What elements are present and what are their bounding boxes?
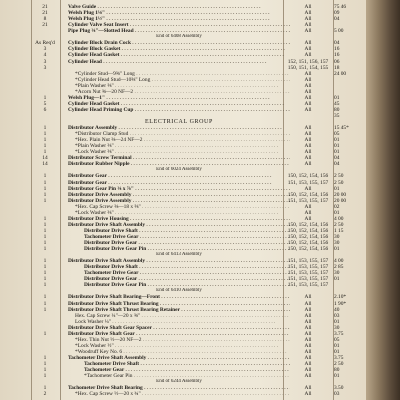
description-cell: Distributor Drive Shaft Thrust Bearing Retainer . . . bbox=[68, 307, 290, 313]
description-cell: Lock Washer ¼" . . . bbox=[75, 319, 290, 325]
quantity-cell: 1 bbox=[43, 137, 47, 144]
description-cell: Distributor Drive Assembly . . . bbox=[68, 192, 290, 198]
description-cell: Distributor Drive Gear Pin . . . bbox=[84, 246, 290, 252]
description-cell: Welsh Plug 1⅛" . . . bbox=[68, 10, 290, 16]
quantity-cell: 1 bbox=[43, 94, 47, 101]
price-cell: 1 90* bbox=[334, 300, 347, 307]
quantity-cell: 1 bbox=[43, 361, 47, 367]
used-on-cell: All bbox=[304, 385, 312, 392]
used-on-cell: All bbox=[304, 306, 312, 313]
used-on-cell: All bbox=[304, 52, 312, 59]
price-cell: 2 50 bbox=[334, 361, 344, 367]
price-cell: 2 50 bbox=[334, 173, 344, 180]
used-on-cell: 150, 152, 154, 156 bbox=[287, 221, 329, 228]
quantity-cell: 1 bbox=[43, 354, 47, 361]
price-cell: 04 bbox=[334, 155, 340, 162]
description-cell: Welsh Plug 1½" . . . bbox=[68, 16, 290, 22]
used-on-cell: 150, 152, 154, 156 bbox=[287, 246, 329, 253]
quantity-cell: 1 bbox=[43, 221, 47, 228]
used-on-cell: All bbox=[304, 10, 312, 17]
used-on-cell: All bbox=[304, 367, 312, 374]
used-on-cell: All bbox=[304, 70, 312, 77]
used-on-cell: All bbox=[304, 143, 312, 150]
description-cell: Cylinder Head Priming Cup . . . bbox=[68, 107, 290, 113]
price-cell: 16 bbox=[334, 46, 340, 53]
description-cell: End of 6413 Assembly bbox=[156, 252, 202, 258]
price-cell: 01 bbox=[334, 276, 340, 283]
description-cell: Hex. Cap Screw ¼"—20 x ⅝" . . . bbox=[75, 313, 290, 319]
used-on-cell: All bbox=[304, 82, 312, 89]
used-on-cell: All bbox=[304, 149, 312, 156]
price-cell: 01 bbox=[334, 143, 340, 150]
description-cell: Tachometer Gear . . . bbox=[84, 367, 290, 373]
used-on-cell: All bbox=[304, 28, 312, 35]
used-on-cell: All bbox=[304, 361, 312, 367]
description-cell: Valve Guide . . . bbox=[68, 4, 290, 10]
description-cell: *Plain Washer ⅜" . . . bbox=[75, 143, 290, 149]
price-cell: 20 00 bbox=[334, 191, 347, 198]
description-cell: *Lock Washer ⅜" . . . bbox=[75, 149, 290, 155]
price-cell: 04 bbox=[334, 16, 340, 23]
description-cell: *Lock Washer ½" . . . bbox=[75, 343, 290, 349]
description-cell: Distributor Drive Assembly . . . bbox=[68, 198, 290, 204]
quantity-cell: 6 bbox=[43, 106, 47, 113]
description-cell: Distributor Assembly . . . bbox=[68, 125, 290, 131]
used-on-cell: All bbox=[304, 185, 312, 192]
quantity-cell: 3 bbox=[43, 58, 47, 65]
description-cell: *Distributor Clamp Stud . . . bbox=[75, 131, 290, 137]
quantity-cell: 1 bbox=[43, 191, 47, 198]
description-cell: Distributor Drive Shaft Thrust Bearing . . . bbox=[68, 301, 290, 307]
description-cell: Distributor Drive Shaft . . . bbox=[84, 228, 290, 234]
description-cell: Distributor Gear Pin ⅛ x ⅞" . . . bbox=[68, 186, 290, 192]
description-cell: *Acorn Nut ⅝—20 NF—2 . . . bbox=[75, 89, 290, 95]
price-cell: 05 bbox=[334, 131, 340, 138]
quantity-cell: 1 bbox=[43, 131, 47, 138]
used-on-cell: 151, 153, 155, 157 bbox=[287, 179, 329, 186]
price-cell: 02 bbox=[334, 203, 340, 210]
description-cell: End of 6024 Assembly bbox=[156, 167, 202, 173]
description-cell: Cylinder Head Gasket . . . bbox=[68, 52, 290, 58]
quantity-cell: 1 bbox=[43, 233, 47, 240]
description-cell: Pipe Plug ⅛"—Slotted Head . . . bbox=[68, 28, 290, 34]
used-on-cell: 150, 152, 154, 156 bbox=[287, 233, 329, 240]
price-cell: 80 bbox=[334, 367, 340, 374]
price-cell: 30 bbox=[334, 270, 340, 277]
used-on-cell: All bbox=[304, 40, 312, 47]
description-cell: Distributor Screw Terminal . . . bbox=[68, 155, 290, 161]
description-cell: *Plain Washer ⅝" . . . bbox=[75, 83, 290, 89]
description-cell: Cylinder Valve Seat Insert . . . bbox=[68, 22, 290, 28]
description-cell: Distributor Drive Shaft Bearing—Front . . . bbox=[68, 294, 290, 300]
quantity-cell: As Req'd bbox=[35, 40, 55, 47]
used-on-cell: All bbox=[304, 312, 312, 319]
quantity-cell: 1 bbox=[43, 367, 47, 374]
used-on-cell: 150, 152, 154, 156 bbox=[287, 227, 329, 234]
quantity-cell: 1 bbox=[43, 143, 47, 150]
quantity-cell: 1 bbox=[43, 246, 47, 253]
description-cell: *Hex. Thin Nut ½—20 NF—2 . . . bbox=[75, 337, 290, 343]
price-cell: 04 bbox=[334, 161, 340, 168]
price-cell: 3.75 bbox=[334, 354, 344, 361]
used-on-cell: All bbox=[304, 342, 312, 349]
used-on-cell: All bbox=[304, 324, 312, 331]
price-cell: 09 bbox=[334, 10, 340, 17]
used-on-cell: All bbox=[304, 348, 312, 355]
description-cell: Distributor Drive Housing . . . bbox=[68, 216, 290, 222]
description-cell: End of 6244 Assembly bbox=[156, 379, 202, 385]
description-cell: *Woodruff Key No. 6 . . . bbox=[75, 349, 290, 355]
quantity-cell: 14 bbox=[42, 155, 48, 162]
quantity-cell: 1 bbox=[43, 276, 47, 283]
used-on-cell: All bbox=[304, 94, 312, 101]
description-cell: Tachometer Drive Shaft . . . bbox=[84, 361, 290, 367]
quantity-cell: 1 bbox=[43, 185, 47, 192]
description-cell: *Cylinder Stud—9⅝" Long . . . bbox=[75, 71, 290, 77]
used-on-cell: 152, 151, 156, 157 bbox=[287, 58, 329, 65]
quantity-cell: 1 bbox=[43, 270, 47, 277]
used-on-cell: All bbox=[304, 106, 312, 113]
price-cell: 01 bbox=[334, 246, 340, 253]
used-on-cell: All bbox=[304, 131, 312, 138]
price-cell: 01 bbox=[334, 137, 340, 144]
price-cell: 2 85 bbox=[334, 264, 344, 271]
quantity-cell: 1 bbox=[43, 227, 47, 234]
quantity-cell: 1 bbox=[43, 179, 47, 186]
description-cell: Distributor Drive Shaft Assembly . . . bbox=[68, 258, 290, 264]
parts-row bbox=[0, 391, 366, 397]
quantity-cell: 3 bbox=[43, 64, 47, 71]
price-cell: 5 00 bbox=[334, 28, 344, 35]
description-cell: Distributor Gear . . . bbox=[68, 180, 290, 186]
price-cell: 20 00 bbox=[334, 197, 347, 204]
price-cell: 01 bbox=[334, 373, 340, 380]
used-on-cell: All bbox=[304, 22, 312, 29]
description-cell: ELECTRICAL GROUP bbox=[145, 119, 213, 125]
price-cell: 30 bbox=[334, 324, 340, 331]
price-cell: 3.75 bbox=[334, 330, 344, 337]
description-cell: End of 6408 Assembly bbox=[156, 34, 202, 40]
description-cell: *Tachometer Gear Pin . . . bbox=[84, 373, 290, 379]
price-cell: 30 bbox=[334, 233, 340, 240]
quantity-cell: 1 bbox=[43, 173, 47, 180]
used-on-cell: All bbox=[304, 161, 312, 168]
used-on-cell: All bbox=[304, 76, 312, 83]
description-cell: *Cylinder Head Stud—10⅝" Long . . . bbox=[75, 77, 290, 83]
quantity-cell: 1 bbox=[43, 373, 47, 380]
used-on-cell: 151, 153, 155, 157 bbox=[287, 258, 329, 265]
quantity-cell: 21 bbox=[42, 4, 48, 11]
quantity-cell: 1 bbox=[43, 149, 47, 156]
quantity-cell: 21 bbox=[42, 22, 48, 29]
used-on-cell: All bbox=[304, 215, 312, 222]
description-cell: Cylinder Block Gasket . . . bbox=[68, 46, 290, 52]
price-cell: 30 bbox=[334, 240, 340, 246]
quantity-cell: 2 bbox=[43, 391, 47, 398]
price-cell: 1 15 bbox=[334, 227, 344, 234]
quantity-cell: 1 bbox=[43, 197, 47, 204]
used-on-cell: 150, 151, 154, 155 bbox=[287, 64, 329, 71]
used-on-cell: All bbox=[304, 4, 312, 11]
used-on-cell: 151, 153, 155, 157 bbox=[287, 276, 329, 283]
quantity-cell: 1 bbox=[43, 306, 47, 313]
quantity-cell: 5 bbox=[43, 100, 47, 107]
quantity-cell: 1 bbox=[43, 215, 47, 222]
description-cell: Tachometer Drive Gear . . . bbox=[84, 270, 290, 276]
used-on-cell: 151, 153, 155, 157 bbox=[287, 197, 329, 204]
description-cell: Tachometer Drive Gear . . . bbox=[84, 234, 290, 240]
description-cell: *Lock Washer ⅜" . . . bbox=[75, 210, 290, 216]
price-cell: 01 bbox=[334, 348, 340, 355]
description-cell: *Hex. Plain Nut ⅜—24 NF—2 . . . bbox=[75, 137, 290, 143]
price-cell: 04 bbox=[334, 40, 340, 47]
used-on-cell: All bbox=[304, 125, 312, 132]
price-cell: 01 bbox=[334, 149, 340, 156]
used-on-cell: All bbox=[304, 209, 312, 216]
used-on-cell: All bbox=[304, 330, 312, 337]
used-on-cell: All bbox=[304, 137, 312, 144]
price-cell: 4 00 bbox=[334, 215, 344, 222]
price-cell: 01 bbox=[334, 318, 340, 325]
price-cell: 15 45* bbox=[334, 125, 349, 132]
used-on-cell: All bbox=[304, 373, 312, 380]
used-on-cell: 150, 152, 154, 156 bbox=[287, 240, 329, 246]
price-cell: 24 00 bbox=[334, 70, 347, 77]
description-cell: Distributor Drive Shaft . . . bbox=[84, 264, 290, 270]
price-cell: 75 46 bbox=[334, 4, 347, 11]
quantity-cell: 1 bbox=[43, 330, 47, 337]
quantity-cell: 1 bbox=[43, 240, 47, 246]
used-on-cell: All bbox=[304, 354, 312, 361]
price-cell: 01 bbox=[334, 185, 340, 192]
price-cell: 45 bbox=[334, 100, 340, 107]
used-on-cell: 150, 152, 154, 156 bbox=[287, 191, 329, 198]
quantity-cell: 14 bbox=[42, 161, 48, 168]
price-cell: 35 bbox=[334, 112, 340, 119]
used-on-cell: All bbox=[304, 203, 312, 210]
book-binding-edge bbox=[366, 0, 400, 400]
used-on-cell: All bbox=[304, 318, 312, 325]
quantity-cell: 3 bbox=[43, 46, 47, 53]
description-cell: Distributor Drive Gear . . . bbox=[84, 240, 290, 246]
description-cell: Distributor Drive Gear Pin . . . bbox=[84, 282, 290, 288]
used-on-cell: All bbox=[304, 294, 312, 301]
used-on-cell: All bbox=[304, 300, 312, 307]
description-cell: *Hex. Cap Screw ½—20 x ¾" . . . bbox=[75, 391, 290, 397]
price-cell: 01 bbox=[334, 342, 340, 349]
used-on-cell: All bbox=[304, 336, 312, 343]
description-cell: End of 6410 Assembly bbox=[156, 288, 202, 294]
quantity-cell: 1 bbox=[43, 294, 47, 301]
price-cell: 18 bbox=[334, 64, 340, 71]
used-on-cell: 150, 152, 154, 156 bbox=[287, 173, 329, 180]
price-cell: 03 bbox=[334, 391, 340, 398]
description-cell: Distributor Drive Shaft Gear . . . bbox=[68, 331, 290, 337]
used-on-cell: All bbox=[304, 16, 312, 23]
price-cell: 03 bbox=[334, 312, 340, 319]
price-cell: 16 bbox=[334, 52, 340, 59]
description-cell: Distributor Drive Shaft Assembly . . . bbox=[68, 222, 290, 228]
description-cell: Distributor Gear . . . bbox=[68, 173, 290, 179]
price-cell: 80 bbox=[334, 106, 340, 113]
used-on-cell: 151, 153, 155, 157 bbox=[287, 282, 329, 289]
price-cell: 4 00 bbox=[334, 258, 344, 265]
quantity-cell: 8 bbox=[43, 16, 47, 23]
used-on-cell: All bbox=[304, 46, 312, 53]
quantity-cell: 4 bbox=[43, 52, 47, 59]
price-cell: 2 50 bbox=[334, 221, 344, 228]
description-cell: Distributor Rubber Nipple . . . bbox=[68, 161, 290, 167]
quantity-cell: 1 bbox=[43, 125, 47, 132]
used-on-cell: 151, 153, 155, 157 bbox=[287, 270, 329, 277]
quantity-cell: 1 bbox=[43, 282, 47, 289]
price-cell: 06 bbox=[334, 58, 340, 65]
price-cell: 2.10* bbox=[334, 294, 347, 301]
description-cell: Distributor Drive Shaft Gear Spacer . . . bbox=[68, 325, 290, 331]
quantity-cell: 1 bbox=[43, 385, 47, 392]
description-cell: Tachometer Drive Shaft Assembly . . . bbox=[68, 355, 290, 361]
used-on-cell: All bbox=[304, 391, 312, 398]
description-cell: Welsh Plug—1" . . . bbox=[68, 95, 290, 101]
description-cell: *Hex. Cap Screw ⅜—18 x ⅝" . . . bbox=[75, 204, 290, 210]
quantity-cell: 1 bbox=[43, 258, 47, 265]
description-cell: Distributor Drive Gear . . . bbox=[84, 276, 290, 282]
used-on-cell: 151, 153, 155, 157 bbox=[287, 264, 329, 271]
price-cell: 2 50 bbox=[334, 179, 344, 186]
used-on-cell: All bbox=[304, 88, 312, 95]
price-cell: 05 bbox=[334, 336, 340, 343]
description-cell: Cylinder Block Drain Cock . . . bbox=[68, 40, 290, 46]
description-cell: Tachometer Drive Shaft Bearing . . . bbox=[68, 385, 290, 391]
description-cell: Cylinder Head . . . bbox=[68, 59, 290, 65]
price-cell: 40 bbox=[334, 306, 340, 313]
used-on-cell: All bbox=[304, 100, 312, 107]
price-cell: 3.50 bbox=[334, 385, 344, 392]
price-cell: 01 bbox=[334, 209, 340, 216]
price-cell: 01 bbox=[334, 94, 340, 101]
used-on-cell: All bbox=[304, 155, 312, 162]
quantity-cell: 21 bbox=[42, 10, 48, 17]
quantity-cell: 1 bbox=[43, 300, 47, 307]
quantity-cell: 1 bbox=[43, 264, 47, 271]
description-cell: Cylinder Head Gasket . . . bbox=[68, 101, 290, 107]
